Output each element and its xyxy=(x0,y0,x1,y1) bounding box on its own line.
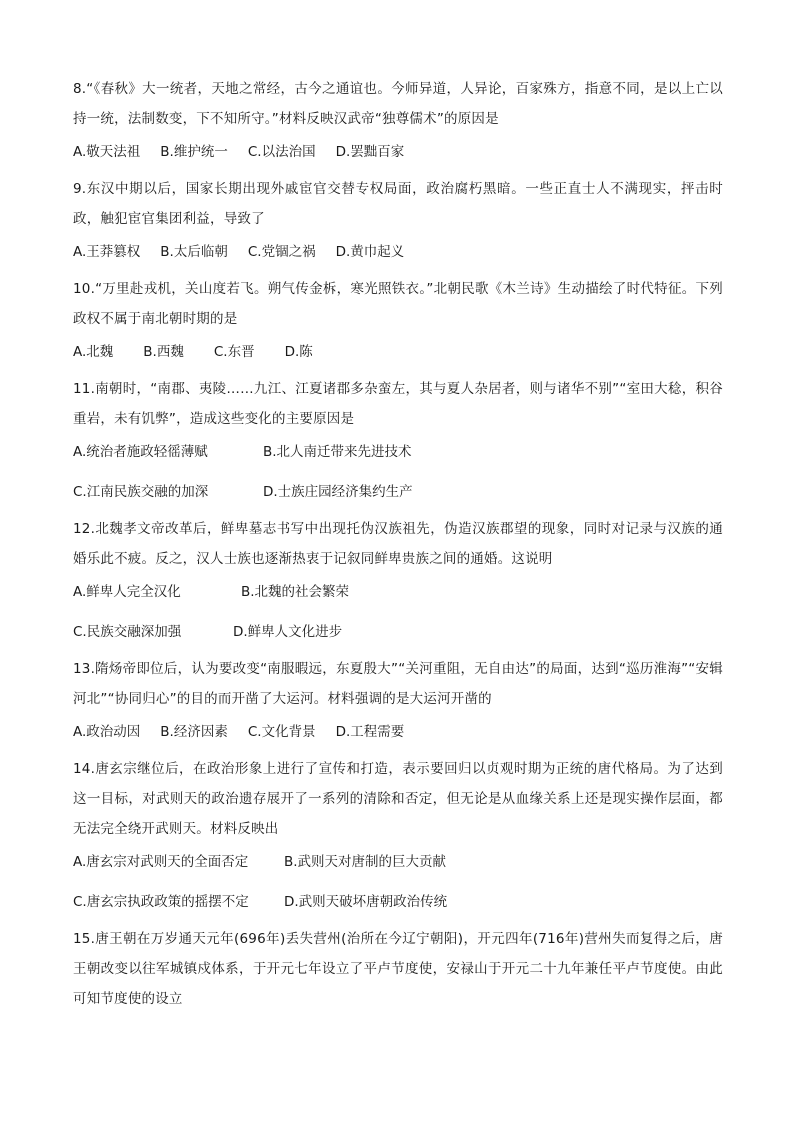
question-14 xyxy=(73,754,723,920)
option-a: A.唐玄宗对武则天的全面否定 xyxy=(73,854,249,870)
option-d: D.武则天破坏唐朝政治传统 xyxy=(284,894,448,910)
question-11 xyxy=(73,374,723,510)
option-list xyxy=(73,234,723,270)
exam-page xyxy=(73,74,723,1014)
question-12 xyxy=(73,514,723,650)
option-c: C.党锢之祸 xyxy=(247,244,316,260)
option-c: C.以法治国 xyxy=(247,144,316,160)
option-a: A.王莽篡权 xyxy=(73,244,141,260)
question-stem: 9.东汉中期以后，国家长期出现外戚宦官交替专权局面，政治腐朽黑暗。一些正直士人不满现实，抨击时政，触犯宦官集团利益，导致了 xyxy=(73,181,723,227)
option-c: C.东晋 xyxy=(213,344,255,360)
question-stem: 10.“万里赴戎机，关山度若飞。朔气传金柝，寒光照铁衣。”北朝民歌《木兰诗》生动描绘了时代特征。下列政权不属于南北朝时期的是 xyxy=(73,281,723,327)
option-a: A.北魏 xyxy=(73,344,114,360)
option-d: D.士族庄园经济集约生产 xyxy=(263,484,413,500)
option-c: C.文化背景 xyxy=(247,724,316,740)
option-list xyxy=(73,884,723,920)
question-9 xyxy=(73,174,723,270)
option-list xyxy=(73,574,723,610)
option-d: D.陈 xyxy=(284,344,313,360)
option-b: B.西魏 xyxy=(143,344,184,360)
option-list xyxy=(73,134,723,170)
question-13 xyxy=(73,654,723,750)
question-stem: 15.唐王朝在万岁通天元年(696年)丢失营州(治所在今辽宁朝阳)，开元四年(716年)营州失而复得之后，唐王朝改变以往军城镇戍体系，于开元七年设立了平卢节度使，安禄山于开元二十九年兼任平卢节度使。由此可知节度使的设立 xyxy=(73,931,723,1007)
option-b: B.北魏的社会繁荣 xyxy=(241,584,350,600)
option-c: C.民族交融深加强 xyxy=(73,624,182,640)
option-b: B.太后临朝 xyxy=(160,244,228,260)
option-list xyxy=(73,334,723,370)
question-stem: 11.南朝时，“南郡、夷陵……九江、江夏诸郡多杂蛮左，其与夏人杂居者，则与诸华不别”“室田大稔，积谷重岩，未有饥弊”，造成这些变化的主要原因是 xyxy=(73,381,723,427)
question-15 xyxy=(73,924,723,1014)
question-stem: 12.北魏孝文帝改革后，鲜卑墓志书写中出现托伪汉族祖先，伪造汉族郡望的现象，同时对记录与汉族的通婚乐此不疲。反之，汉人士族也逐渐热衷于记叙同鲜卑贵族之间的通婚。这说明 xyxy=(73,521,723,567)
option-a: A.政治动因 xyxy=(73,724,141,740)
question-8 xyxy=(73,74,723,170)
option-b: B.经济因素 xyxy=(160,724,228,740)
option-d: D.黄巾起义 xyxy=(335,244,405,260)
question-stem: 14.唐玄宗继位后，在政治形象上进行了宣传和打造，表示要回归以贞观时期为正统的唐代格局。为了达到这一目标，对武则天的政治遗存展开了一系列的清除和否定，但无论是从血缘关系上还是现实操作层面，都无法完全绕开武则天。材料反映出 xyxy=(73,761,723,837)
question-stem: 8.“《春秋》大一统者，天地之常经，古今之通谊也。今师异道，人异论，百家殊方，指意不同，是以上亡以持一统，法制数变，下不知所守。”材料反映汉武帝“独尊儒术”的原因是 xyxy=(73,81,723,127)
option-b: B.维护统一 xyxy=(160,144,228,160)
option-list xyxy=(73,474,723,510)
option-a: A.统治者施政轻徭薄赋 xyxy=(73,444,208,460)
option-d: D.工程需要 xyxy=(335,724,405,740)
question-10 xyxy=(73,274,723,370)
option-c: C.江南民族交融的加深 xyxy=(73,484,209,500)
option-a: A.鲜卑人完全汉化 xyxy=(73,584,181,600)
option-list xyxy=(73,714,723,750)
option-c: C.唐玄宗执政政策的摇摆不定 xyxy=(73,894,249,910)
option-b: B.北人南迁带来先进技术 xyxy=(263,444,412,460)
question-stem: 13.隋炀帝即位后，认为要改变“南服暇远，东夏殷大”“关河重阻，无自由达”的局面，达到“巡历淮海”“安辑河北”“协同归心”的目的而开凿了大运河。材料强调的是大运河开凿的 xyxy=(73,661,723,707)
option-list xyxy=(73,434,723,470)
option-list xyxy=(73,614,723,650)
option-list xyxy=(73,844,723,880)
option-a: A.敬天法祖 xyxy=(73,144,141,160)
option-d: D.罢黜百家 xyxy=(335,144,405,160)
option-d: D.鲜卑人文化进步 xyxy=(233,624,343,640)
option-b: B.武则天对唐制的巨大贡献 xyxy=(284,854,447,870)
